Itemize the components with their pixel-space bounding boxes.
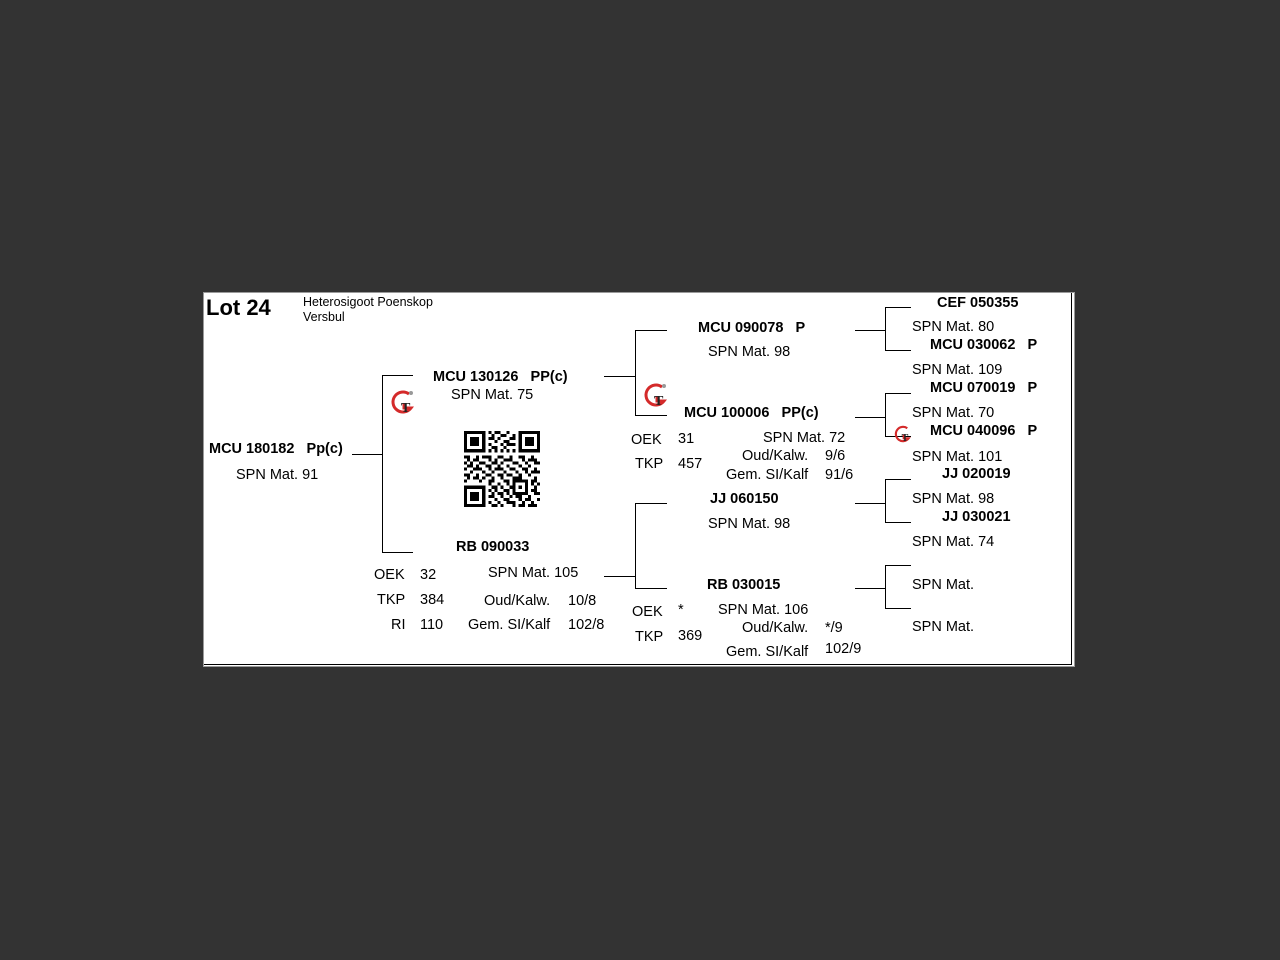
connector-line	[382, 552, 413, 553]
gen3-name: MCU 030062 P	[930, 337, 1038, 353]
connector-line	[855, 503, 885, 504]
gen3-spn: SPN Mat. 98	[912, 491, 995, 507]
dam-oud-label: Oud/Kalw.	[484, 593, 551, 609]
connector-line	[885, 565, 886, 609]
svg-text:T: T	[401, 401, 411, 416]
gen3-name: JJ 030021	[942, 509, 1011, 525]
gt-logo-icon	[642, 381, 670, 409]
sire-dam-spn: SPN Mat. 72	[763, 430, 846, 446]
gen3-spn: SPN Mat. 109	[912, 362, 1003, 378]
dam-name: RB 090033	[456, 539, 530, 555]
gen3-spn: SPN Mat. 70	[912, 405, 995, 421]
connector-line	[635, 503, 636, 589]
gt-logo-icon	[893, 424, 913, 444]
gen3-name: JJ 020019	[942, 466, 1011, 482]
connector-line	[885, 350, 911, 351]
dam-ri-value: 110	[420, 617, 444, 633]
dam-sire-name: JJ 060150	[710, 491, 779, 507]
svg-text:T: T	[654, 394, 664, 409]
dam-tkp-value: 384	[420, 592, 445, 608]
sire-dam-gem-label: Gem. SI/Kalf	[726, 467, 809, 483]
dam-dam-oud-label: Oud/Kalw.	[742, 620, 809, 636]
dam-dam-oek-value: *	[678, 602, 684, 618]
header-line-1: Heterosigoot Poenskop	[303, 295, 433, 309]
dam-dam-tkp-value: 369	[678, 628, 703, 644]
dam-ri-label: RI	[391, 617, 406, 633]
qr-code-icon	[464, 431, 540, 507]
pedigree-card	[203, 292, 1075, 667]
connector-line	[635, 330, 636, 416]
connector-line	[885, 479, 886, 523]
dam-oek-label: OEK	[374, 567, 405, 583]
gen3-spn: SPN Mat. 101	[912, 449, 1003, 465]
pedigree-frame	[204, 293, 1072, 665]
gen3-name: MCU 070019 P	[930, 380, 1038, 396]
connector-line	[382, 375, 413, 376]
connector-line	[352, 454, 382, 455]
gen3-name: MCU 040096 P	[930, 423, 1038, 439]
sire-dam-name: MCU 100006 PP(c)	[684, 405, 819, 421]
connector-line	[635, 503, 667, 504]
dam-gem-value: 102/8	[568, 617, 605, 633]
connector-line	[885, 522, 911, 523]
gen3-spn: SPN Mat. 74	[912, 534, 995, 550]
sire-sire-spn: SPN Mat. 98	[708, 344, 791, 360]
gen3-spn: SPN Mat.	[912, 619, 975, 635]
svg-text:T: T	[901, 433, 909, 444]
connector-line	[885, 307, 911, 308]
sire-name: MCU 130126 PP(c)	[433, 369, 568, 385]
gen3-spn: SPN Mat. 80	[912, 319, 995, 335]
sire-dam-oud-value: 9/6	[825, 448, 846, 464]
dam-oud-value: 10/8	[568, 593, 597, 609]
connector-line	[885, 393, 886, 437]
connector-line	[885, 479, 911, 480]
subject-spn: SPN Mat. 91	[236, 467, 319, 483]
subject-name: MCU 180182 Pp(c)	[209, 441, 343, 457]
dam-dam-oud-value: */9	[825, 620, 843, 636]
connector-line	[855, 588, 885, 589]
dam-sire-spn: SPN Mat. 98	[708, 516, 791, 532]
dam-dam-gem-label: Gem. SI/Kalf	[726, 644, 809, 660]
dam-dam-tkp-label: TKP	[635, 629, 664, 645]
connector-line	[885, 393, 911, 394]
connector-line	[885, 307, 886, 351]
connector-line	[885, 608, 911, 609]
dam-oek-value: 32	[420, 567, 437, 583]
gen3-name: CEF 050355	[937, 295, 1019, 311]
connector-line	[635, 415, 667, 416]
sire-spn: SPN Mat. 75	[451, 387, 534, 403]
dam-tkp-label: TKP	[377, 592, 406, 608]
dam-dam-spn: SPN Mat. 106	[718, 602, 809, 618]
sire-dam-oek-label: OEK	[631, 432, 662, 448]
lot-number: Lot 24	[206, 295, 271, 320]
gt-logo-icon	[389, 388, 417, 416]
dam-dam-oek-label: OEK	[632, 604, 663, 620]
dam-dam-gem-value: 102/9	[825, 641, 862, 657]
gen3-spn: SPN Mat.	[912, 577, 975, 593]
header-line-2: Versbul	[303, 310, 345, 324]
sire-dam-oud-label: Oud/Kalw.	[742, 448, 809, 464]
connector-line	[885, 565, 911, 566]
sire-dam-gem-value: 91/6	[825, 467, 854, 483]
connector-line	[855, 330, 885, 331]
connector-line	[855, 417, 885, 418]
connector-line	[382, 375, 383, 553]
connector-line	[635, 588, 667, 589]
sire-sire-name: MCU 090078 P	[698, 320, 806, 336]
connector-line	[604, 576, 635, 577]
connector-line	[635, 330, 667, 331]
connector-line	[604, 376, 635, 377]
dam-gem-label: Gem. SI/Kalf	[468, 617, 551, 633]
dam-dam-name: RB 030015	[707, 577, 781, 593]
sire-dam-tkp-value: 457	[678, 456, 703, 472]
sire-dam-oek-value: 31	[678, 431, 695, 447]
dam-spn: SPN Mat. 105	[488, 565, 579, 581]
sire-dam-tkp-label: TKP	[635, 456, 664, 472]
